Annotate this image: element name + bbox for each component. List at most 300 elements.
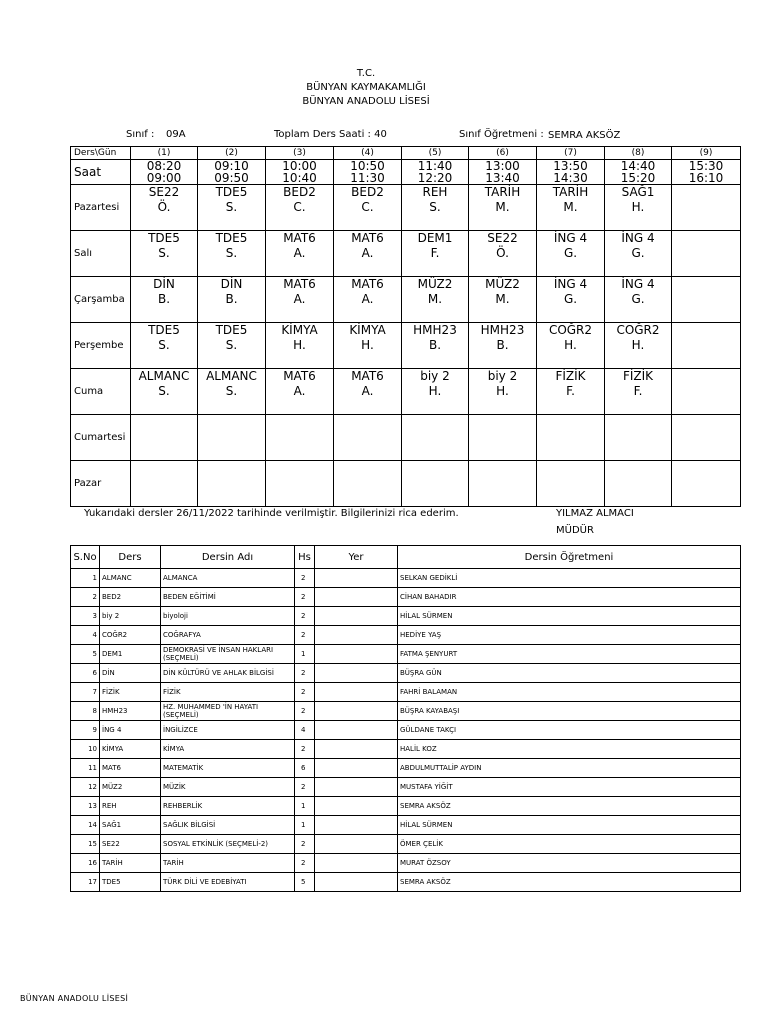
lesson-teacher-initial: S. [225, 338, 238, 352]
lesson-cell [198, 415, 266, 461]
course-teacher: BÜŞRA GÜN [398, 664, 741, 683]
lesson-code: COĞR2 [616, 323, 660, 337]
course-code: TDE5 [100, 873, 161, 892]
course-name: biyoloji [161, 607, 295, 626]
lesson-cell [334, 415, 402, 461]
course-code: biy 2 [100, 607, 161, 626]
lesson-cell [469, 461, 537, 507]
footer-school: BÜNYAN ANADOLU LİSESİ [20, 994, 129, 1003]
lesson-teacher-initial: A. [293, 246, 306, 260]
lesson-teacher-initial: M. [495, 292, 510, 306]
col-header-teacher: Dersin Öğretmeni [398, 546, 741, 569]
time-start: 14:40 [620, 159, 656, 173]
lesson-cell [537, 369, 605, 415]
course-hours: 2 [295, 778, 315, 797]
period-number: (8) [605, 147, 672, 160]
principal-name: YILMAZ ALMACI [556, 508, 634, 519]
lesson-teacher-initial: G. [563, 292, 578, 306]
col-header-hours: Hs [295, 546, 315, 569]
lesson-teacher-initial: S. [429, 200, 441, 214]
course-location [315, 854, 398, 873]
lesson-cell [469, 323, 537, 369]
lesson-cell [334, 323, 402, 369]
lesson-teacher-initial: H. [496, 384, 509, 398]
day-label: Pazar [71, 461, 131, 507]
homeroom-teacher-value: SEMRA AKSÖZ [548, 130, 621, 141]
lesson-teacher-initial: M. [427, 292, 443, 306]
header-district: BÜNYAN KAYMAKAMLIĞI [306, 82, 426, 93]
day-label: Pazartesi [71, 185, 131, 231]
lesson-code: COĞR2 [548, 323, 593, 337]
course-row [71, 683, 741, 702]
lesson-cell [402, 461, 469, 507]
course-location [315, 702, 398, 721]
course-location [315, 797, 398, 816]
lesson-teacher-initial: C. [361, 200, 374, 214]
lesson-cell [198, 323, 266, 369]
lesson-cell [266, 369, 334, 415]
lesson-cell [672, 185, 741, 231]
course-code: DİN [100, 664, 161, 683]
lesson-cell [402, 231, 469, 277]
lesson-code: ALMANC [206, 369, 257, 383]
day-row [71, 231, 741, 277]
schedule-corner-cell: Ders\Gün [71, 147, 131, 160]
lesson-code: TDE5 [215, 185, 248, 199]
time-end: 11:30 [350, 171, 385, 185]
course-name: FİZİK [161, 683, 295, 702]
class-label: Sınıf : [126, 129, 155, 140]
lesson-teacher-initial: Ö. [496, 246, 509, 260]
lesson-code: BED2 [283, 185, 316, 199]
day-label: Cuma [71, 369, 131, 415]
lesson-cell [537, 461, 605, 507]
course-no: 13 [71, 797, 100, 816]
lesson-cell [469, 277, 537, 323]
lesson-code: TDE5 [148, 231, 180, 245]
course-row [71, 854, 741, 873]
lesson-cell [605, 461, 672, 507]
lesson-code: KİMYA [281, 323, 318, 337]
lesson-cell [402, 277, 469, 323]
course-no: 12 [71, 778, 100, 797]
time-cell [537, 160, 605, 185]
time-start: 10:50 [350, 159, 385, 173]
lesson-cell [605, 369, 672, 415]
lesson-cell [198, 277, 266, 323]
lesson-teacher-initial: B. [428, 338, 442, 352]
lesson-teacher-initial: C. [293, 200, 306, 214]
lesson-code: MAT6 [351, 277, 384, 291]
time-end: 12:20 [417, 171, 453, 185]
course-row [71, 645, 741, 664]
course-hours: 2 [295, 683, 315, 702]
course-no: 15 [71, 835, 100, 854]
lesson-teacher-initial: S. [158, 338, 170, 352]
day-label: Perşembe [71, 323, 131, 369]
course-hours: 2 [295, 569, 315, 588]
period-number: (1) [131, 147, 198, 160]
day-row [71, 277, 741, 323]
course-location [315, 873, 398, 892]
lesson-cell [334, 185, 402, 231]
course-code: COĞR2 [100, 626, 161, 645]
lesson-teacher-initial: Ö. [157, 200, 171, 214]
lesson-teacher-initial: B. [225, 292, 238, 306]
period-number: (9) [672, 147, 741, 160]
course-no: 6 [71, 664, 100, 683]
time-start: 15:30 [688, 159, 724, 173]
course-location [315, 664, 398, 683]
period-number: (3) [266, 147, 334, 160]
course-teacher: SEMRA AKSÖZ [398, 797, 741, 816]
time-end: 13:40 [485, 171, 520, 185]
course-location [315, 607, 398, 626]
lesson-teacher-initial: H. [631, 200, 645, 214]
lesson-teacher-initial: G. [631, 246, 645, 260]
lesson-code: İNG 4 [553, 277, 588, 291]
time-cell [334, 160, 402, 185]
course-location [315, 740, 398, 759]
lesson-cell [469, 369, 537, 415]
course-name: DEMOKRASİ VE İNSAN HAKLARI (SEÇMELİ) [161, 645, 295, 664]
lesson-teacher-initial: B. [157, 292, 171, 306]
lesson-cell [334, 369, 402, 415]
course-location [315, 816, 398, 835]
course-hours: 2 [295, 740, 315, 759]
lesson-teacher-initial: G. [563, 246, 578, 260]
time-cell [266, 160, 334, 185]
course-name: DİN KÜLTÜRÜ VE AHLAK BİLGİSİ [161, 664, 295, 683]
course-no: 8 [71, 702, 100, 721]
course-location [315, 759, 398, 778]
col-header-location: Yer [315, 546, 398, 569]
course-teacher: ÖMER ÇELİK [398, 835, 741, 854]
lesson-code: biy 2 [420, 369, 450, 383]
course-teacher: CİHAN BAHADIR [398, 588, 741, 607]
lesson-cell [605, 185, 672, 231]
lesson-teacher-initial: A. [293, 384, 306, 398]
lesson-cell [131, 369, 198, 415]
course-code: TARİH [100, 854, 161, 873]
principal-title: MÜDÜR [556, 525, 594, 536]
course-hours: 1 [295, 645, 315, 664]
day-row [71, 185, 741, 231]
lesson-code: biy 2 [487, 369, 518, 383]
lesson-teacher-initial: F. [633, 384, 643, 398]
lesson-cell [131, 461, 198, 507]
lesson-teacher-initial: F. [566, 384, 575, 398]
lesson-cell [605, 323, 672, 369]
time-start: 08:20 [146, 159, 182, 173]
lesson-code: DİN [220, 277, 243, 291]
lesson-teacher-initial: H. [293, 338, 306, 352]
lesson-teacher-initial: H. [428, 384, 442, 398]
course-location [315, 683, 398, 702]
lesson-cell [469, 185, 537, 231]
lesson-code: SE22 [487, 231, 518, 245]
lesson-code: MAT6 [283, 277, 316, 291]
course-teacher: MURAT ÖZSOY [398, 854, 741, 873]
lesson-cell [672, 323, 741, 369]
course-teacher: GÜLDANE TAKÇI [398, 721, 741, 740]
course-name: MATEMATİK [161, 759, 295, 778]
course-no: 16 [71, 854, 100, 873]
course-code: HMH23 [100, 702, 161, 721]
lesson-code: MAT6 [351, 231, 384, 245]
class-value: 09A [166, 129, 186, 140]
course-code: DEM1 [100, 645, 161, 664]
lesson-teacher-initial: S. [225, 246, 238, 260]
course-name: İNGİLİZCE [161, 721, 295, 740]
course-teacher: HİLAL SÜRMEN [398, 607, 741, 626]
lesson-code: TARİH [484, 185, 521, 199]
course-name: KİMYA [161, 740, 295, 759]
course-name: TÜRK DİLİ VE EDEBİYATI [161, 873, 295, 892]
header-tc: T.C. [356, 68, 376, 79]
col-header-no: S.No [71, 546, 100, 569]
course-name: MÜZİK [161, 778, 295, 797]
lesson-teacher-initial: H. [361, 338, 374, 352]
course-no: 4 [71, 626, 100, 645]
lesson-teacher-initial: F. [430, 246, 440, 260]
course-code: BED2 [100, 588, 161, 607]
lesson-cell [672, 231, 741, 277]
lesson-teacher-initial: M. [563, 200, 578, 214]
course-no: 7 [71, 683, 100, 702]
course-row [71, 721, 741, 740]
course-no: 5 [71, 645, 100, 664]
schedule-table [70, 146, 741, 507]
course-row [71, 702, 741, 721]
course-no: 2 [71, 588, 100, 607]
lesson-code: TARİH [552, 185, 589, 199]
course-code: MAT6 [100, 759, 161, 778]
lesson-teacher-initial: M. [495, 200, 510, 214]
lesson-cell [469, 415, 537, 461]
lesson-code: REH [422, 185, 448, 199]
time-cell [672, 160, 741, 185]
time-end: 09:00 [146, 171, 182, 185]
course-location [315, 588, 398, 607]
course-teacher: FATMA ŞENYURT [398, 645, 741, 664]
course-no: 10 [71, 740, 100, 759]
course-name: COĞRAFYA [161, 626, 295, 645]
course-teacher: SELKAN GEDİKLİ [398, 569, 741, 588]
lesson-teacher-initial: A. [293, 292, 306, 306]
course-teacher: HALİL KOZ [398, 740, 741, 759]
course-code: MÜZ2 [100, 778, 161, 797]
lesson-teacher-initial: S. [158, 384, 170, 398]
course-name: ALMANCA [161, 569, 295, 588]
lesson-cell [266, 277, 334, 323]
course-teacher: SEMRA AKSÖZ [398, 873, 741, 892]
time-start: 13:00 [485, 159, 520, 173]
time-row-label: Saat [71, 160, 131, 185]
course-name: SOSYAL ETKİNLİK (SEÇMELİ-2) [161, 835, 295, 854]
period-number: (5) [402, 147, 469, 160]
lesson-cell [605, 277, 672, 323]
course-row [71, 778, 741, 797]
course-no: 9 [71, 721, 100, 740]
lesson-cell [131, 277, 198, 323]
course-header-row [71, 546, 741, 569]
lesson-cell [266, 185, 334, 231]
time-end: 16:10 [688, 171, 724, 185]
homeroom-teacher-label: Sınıf Öğretmeni : [459, 129, 544, 140]
lesson-cell [198, 231, 266, 277]
lesson-code: KİMYA [349, 323, 386, 337]
header-school: BÜNYAN ANADOLU LİSESİ [302, 96, 430, 107]
day-row [71, 369, 741, 415]
course-hours: 1 [295, 816, 315, 835]
period-number: (6) [469, 147, 537, 160]
lesson-code: TDE5 [215, 231, 248, 245]
course-code: SAĞ1 [100, 816, 161, 835]
lesson-teacher-initial: G. [631, 292, 645, 306]
course-teacher: HEDİYE YAŞ [398, 626, 741, 645]
time-start: 11:40 [417, 159, 453, 173]
course-code: ALMANC [100, 569, 161, 588]
lesson-code: MAT6 [283, 231, 316, 245]
lesson-cell [402, 415, 469, 461]
course-hours: 2 [295, 835, 315, 854]
course-location [315, 835, 398, 854]
course-location [315, 569, 398, 588]
course-row [71, 569, 741, 588]
day-label: Çarşamba [71, 277, 131, 323]
lesson-cell [537, 185, 605, 231]
lesson-cell [266, 323, 334, 369]
lesson-cell [131, 231, 198, 277]
lesson-cell [672, 461, 741, 507]
course-teacher: BÜŞRA KAYABAŞI [398, 702, 741, 721]
lesson-teacher-initial: A. [361, 292, 374, 306]
lesson-code: SAĞ1 [621, 185, 655, 199]
time-cell [198, 160, 266, 185]
course-row [71, 759, 741, 778]
lesson-cell [402, 185, 469, 231]
course-hours: 4 [295, 721, 315, 740]
lesson-teacher-initial: H. [564, 338, 577, 352]
course-code: SE22 [100, 835, 161, 854]
course-no: 11 [71, 759, 100, 778]
course-list-table [70, 545, 741, 892]
course-hours: 2 [295, 626, 315, 645]
course-row [71, 873, 741, 892]
lesson-teacher-initial: H. [631, 338, 645, 352]
lesson-cell [672, 415, 741, 461]
lesson-cell [198, 461, 266, 507]
course-teacher: HİLAL SÜRMEN [398, 816, 741, 835]
lesson-cell [198, 185, 266, 231]
course-no: 3 [71, 607, 100, 626]
assignment-note: Yukarıdaki dersler 26/11/2022 tarihinde verilmiştir. Bilgilerinizi rica ederim. [84, 508, 459, 519]
time-start: 13:50 [553, 159, 588, 173]
lesson-cell [605, 415, 672, 461]
course-row [71, 664, 741, 683]
lesson-code: MÜZ2 [417, 277, 453, 291]
period-number: (2) [198, 147, 266, 160]
day-label: Salı [71, 231, 131, 277]
course-hours: 2 [295, 854, 315, 873]
course-location [315, 626, 398, 645]
lesson-teacher-initial: S. [225, 384, 238, 398]
course-hours: 2 [295, 588, 315, 607]
lesson-code: DEM1 [417, 231, 453, 245]
lesson-code: FİZİK [622, 369, 654, 383]
course-hours: 2 [295, 702, 315, 721]
lesson-cell [131, 323, 198, 369]
course-hours: 1 [295, 797, 315, 816]
course-hours: 5 [295, 873, 315, 892]
lesson-cell [672, 369, 741, 415]
course-row [71, 816, 741, 835]
lesson-teacher-initial: S. [225, 200, 238, 214]
course-code: FİZİK [100, 683, 161, 702]
time-cell [469, 160, 537, 185]
lesson-code: HMH23 [480, 323, 525, 337]
lesson-cell [605, 231, 672, 277]
time-end: 09:50 [214, 171, 249, 185]
time-end: 14:30 [553, 171, 588, 185]
course-no: 17 [71, 873, 100, 892]
lesson-teacher-initial: A. [361, 246, 374, 260]
lesson-cell [469, 231, 537, 277]
period-number: (4) [334, 147, 402, 160]
lesson-cell [537, 231, 605, 277]
lesson-cell [131, 185, 198, 231]
lesson-code: İNG 4 [553, 231, 588, 245]
lesson-cell [266, 461, 334, 507]
col-header-name: Dersin Adı [161, 546, 295, 569]
course-code: KİMYA [100, 740, 161, 759]
lesson-cell [334, 231, 402, 277]
period-number: (7) [537, 147, 605, 160]
lesson-code: İNG 4 [621, 231, 655, 245]
course-hours: 2 [295, 607, 315, 626]
lesson-cell [334, 461, 402, 507]
period-number-row [71, 147, 741, 160]
course-row [71, 835, 741, 854]
time-start: 10:00 [282, 159, 317, 173]
lesson-code: TDE5 [148, 323, 180, 337]
lesson-code: FİZİK [555, 369, 586, 383]
day-row [71, 415, 741, 461]
lesson-code: TDE5 [215, 323, 248, 337]
lesson-teacher-initial: S. [158, 246, 170, 260]
course-row [71, 607, 741, 626]
time-end: 10:40 [282, 171, 317, 185]
course-teacher: MUSTAFA YİĞİT [398, 778, 741, 797]
lesson-code: MÜZ2 [485, 277, 520, 291]
lesson-cell [334, 277, 402, 323]
lesson-cell [537, 323, 605, 369]
day-row [71, 323, 741, 369]
course-name: SAĞLIK BİLGİSİ [161, 816, 295, 835]
time-cell [605, 160, 672, 185]
total-hours: Toplam Ders Saati : 40 [274, 129, 387, 140]
lesson-code: MAT6 [283, 369, 316, 383]
lesson-code: ALMANC [138, 369, 190, 383]
lesson-cell [131, 415, 198, 461]
lesson-code: MAT6 [351, 369, 384, 383]
time-cell [131, 160, 198, 185]
time-start: 09:10 [214, 159, 249, 173]
lesson-cell [402, 323, 469, 369]
course-no: 1 [71, 569, 100, 588]
lesson-teacher-initial: A. [361, 384, 374, 398]
